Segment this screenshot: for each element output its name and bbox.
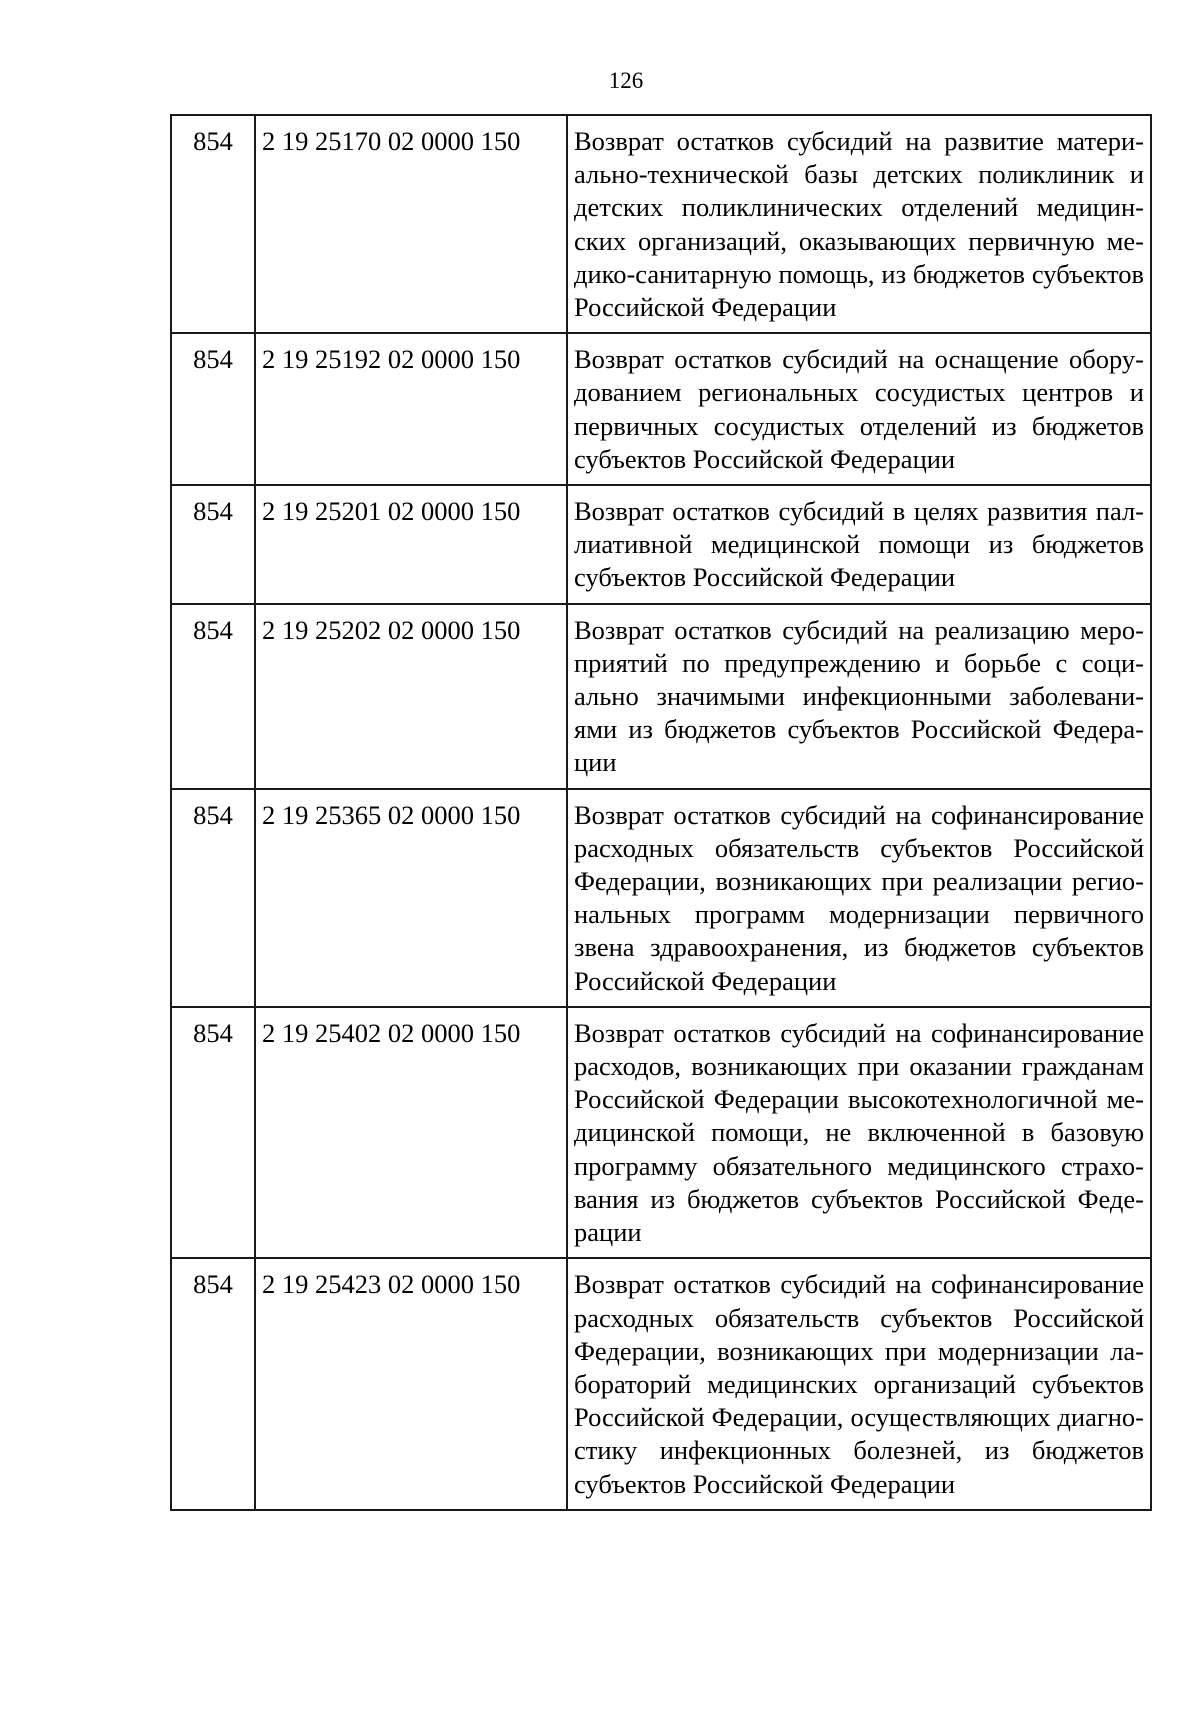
admin-code-cell: 854 — [171, 485, 255, 604]
page-number: 126 — [608, 68, 644, 93]
admin-code-cell: 854 — [171, 1007, 255, 1258]
description-cell: Возврат остатков субсидий на развитие материально-технической базы детских поликлиник и детских поликлинических отделений медицинских организаций, оказывающих первичную медико-санитарную помощь, из бюджетов субъектов Российской Федерации — [567, 115, 1151, 333]
admin-code-cell: 854 — [171, 333, 255, 485]
description-cell: Возврат остатков субсидий на софинансирование расходных обязательств субъектов Российской Федерации, возникающих при реализации региональных программ модернизации первичного звена здравоохранения, из бюджетов субъектов Российской Федерации — [567, 789, 1151, 1007]
table-row — [171, 115, 1151, 333]
budget-code-cell: 2 19 25202 02 0000 150 — [255, 604, 567, 789]
admin-code-cell: 854 — [171, 604, 255, 789]
budget-code-cell: 2 19 25201 02 0000 150 — [255, 485, 567, 604]
description-cell: Возврат остатков субсидий на реализацию мероприятий по предупреждению и борьбе с социально значимыми инфекционными заболеваниями из бюджетов субъектов Российской Федерации — [567, 604, 1151, 789]
table-row — [171, 1007, 1151, 1258]
budget-code-cell: 2 19 25402 02 0000 150 — [255, 1007, 567, 1258]
table-row — [171, 333, 1151, 485]
budget-code-cell: 2 19 25365 02 0000 150 — [255, 789, 567, 1007]
description-cell: Возврат остатков субсидий на софинансирование расходных обязательств субъектов Российской Федерации, возникающих при модернизации лабораторий медицинских организаций субъектов Российской Федерации, осуществляющих диагностику инфекционных болезней, из бюджетов субъектов Российской Федерации — [567, 1258, 1151, 1509]
description-cell: Возврат остатков субсидий на оснащение оборудованием региональных сосудистых центров и первичных сосудистых отделений из бюджетов субъектов Российской Федерации — [567, 333, 1151, 485]
table-row — [171, 485, 1151, 604]
table-row — [171, 1258, 1151, 1509]
admin-code-cell: 854 — [171, 789, 255, 1007]
table-row — [171, 604, 1151, 789]
admin-code-cell: 854 — [171, 1258, 255, 1509]
description-cell: Возврат остатков субсидий на софинансирование расходов, возникающих при оказании гражданам Российской Федерации высокотехнологичной медицинской помощи, не включенной в базовую программу обязательного медицинского страхования из бюджетов субъектов Российской Федерации — [567, 1007, 1151, 1258]
table-row — [171, 789, 1151, 1007]
budget-codes-table — [170, 114, 1152, 1511]
budget-code-cell: 2 19 25423 02 0000 150 — [255, 1258, 567, 1509]
admin-code-cell: 854 — [171, 115, 255, 333]
budget-code-cell: 2 19 25192 02 0000 150 — [255, 333, 567, 485]
description-cell: Возврат остатков субсидий в целях развития паллиативной медицинской помощи из бюджетов субъектов Российской Федерации — [567, 485, 1151, 604]
budget-code-cell: 2 19 25170 02 0000 150 — [255, 115, 567, 333]
